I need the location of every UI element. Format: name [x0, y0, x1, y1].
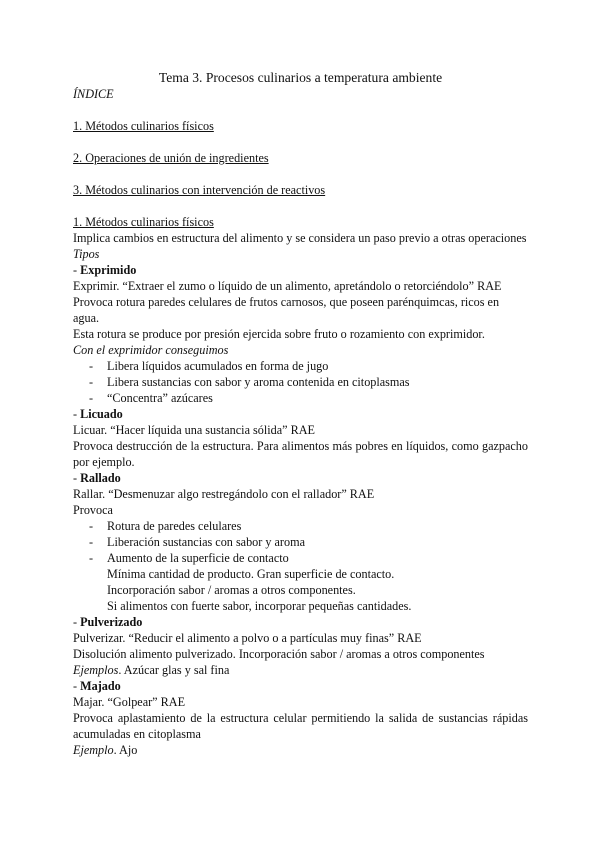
- subsection-majado-heading: - Majado: [73, 679, 121, 693]
- rallado-sub-3: Si alimentos con fuerte sabor, incorporar pequeñas cantidades.: [107, 599, 412, 613]
- rallado-definition: Rallar. “Desmenuzar algo restregándolo con el rallador” RAE: [73, 487, 375, 501]
- tipos-label: Tipos: [73, 247, 100, 261]
- index-item-3[interactable]: 3. Métodos culinarios con intervención de reactivos: [73, 183, 326, 197]
- exprimido-definition: Exprimir. “Extraer el zumo o líquido de un alimento, apretándolo o retorciéndolo” RAE: [73, 279, 502, 293]
- rallado-list: [73, 518, 528, 566]
- rallado-sub-1: Mínima cantidad de producto. Gran superficie de contacto.: [107, 567, 395, 581]
- document-page: [73, 70, 528, 758]
- majado-definition: Majar. “Golpear” RAE: [73, 695, 186, 709]
- pulverizado-example: Ejemplos. Azúcar glas y sal fina: [73, 663, 230, 677]
- index-heading: ÍNDICE: [73, 87, 114, 101]
- majado-paragraph-1: Provoca aplastamiento de la estructura celular permitiendo la salida de sustancias rápidas acumuladas en citoplasma: [73, 711, 528, 741]
- rallado-lead: Provoca: [73, 503, 113, 517]
- index-item-2[interactable]: 2. Operaciones de unión de ingredientes: [73, 151, 269, 165]
- majado-example: Ejemplo. Ajo: [73, 743, 138, 757]
- section-intro: Implica cambios en estructura del alimento y se considera un paso previo a otras operaciones: [73, 231, 527, 245]
- list-item: - Aumento de la superficie de contacto: [89, 550, 528, 566]
- section-heading: 1. Métodos culinarios físicos: [73, 215, 214, 229]
- licuado-paragraph-1: Provoca destrucción de la estructura. Para alimentos más pobres en líquidos, como gazpacho por ejemplo.: [73, 439, 528, 469]
- document-title: Tema 3. Procesos culinarios a temperatura ambiente: [158, 70, 443, 85]
- list-item: - “Concentra” azúcares: [89, 390, 528, 406]
- list-item: - Libera líquidos acumulados en forma de jugo: [89, 358, 528, 374]
- exprimido-paragraph-2: Esta rotura se produce por presión ejercida sobre fruto o rozamiento con exprimidor.: [73, 327, 485, 341]
- subsection-licuado-heading: - Licuado: [73, 407, 123, 421]
- list-item: - Liberación sustancias con sabor y aroma: [89, 534, 528, 550]
- index-item-1[interactable]: 1. Métodos culinarios físicos: [73, 119, 214, 133]
- exprimido-lead: Con el exprimidor conseguimos: [73, 343, 229, 357]
- licuado-definition: Licuar. “Hacer líquida una sustancia sólida” RAE: [73, 423, 315, 437]
- pulverizado-definition: Pulverizar. “Reducir el alimento a polvo o a partículas muy finas” RAE: [73, 631, 422, 645]
- list-item: - Rotura de paredes celulares: [89, 518, 528, 534]
- rallado-sub-2: Incorporación sabor / aromas a otros componentes.: [107, 583, 356, 597]
- subsection-exprimido-heading: - Exprimido: [73, 263, 137, 277]
- pulverizado-paragraph-1: Disolución alimento pulverizado. Incorporación sabor / aromas a otros componentes: [73, 647, 485, 661]
- subsection-pulverizado-heading: - Pulverizado: [73, 615, 143, 629]
- exprimido-paragraph-1: Provoca rotura paredes celulares de frutos carnosos, que poseen parénquimcas, ricos en agua.: [73, 295, 500, 325]
- list-item: - Libera sustancias con sabor y aroma contenida en citoplasmas: [89, 374, 528, 390]
- exprimido-list: [73, 358, 528, 406]
- subsection-rallado-heading: - Rallado: [73, 471, 121, 485]
